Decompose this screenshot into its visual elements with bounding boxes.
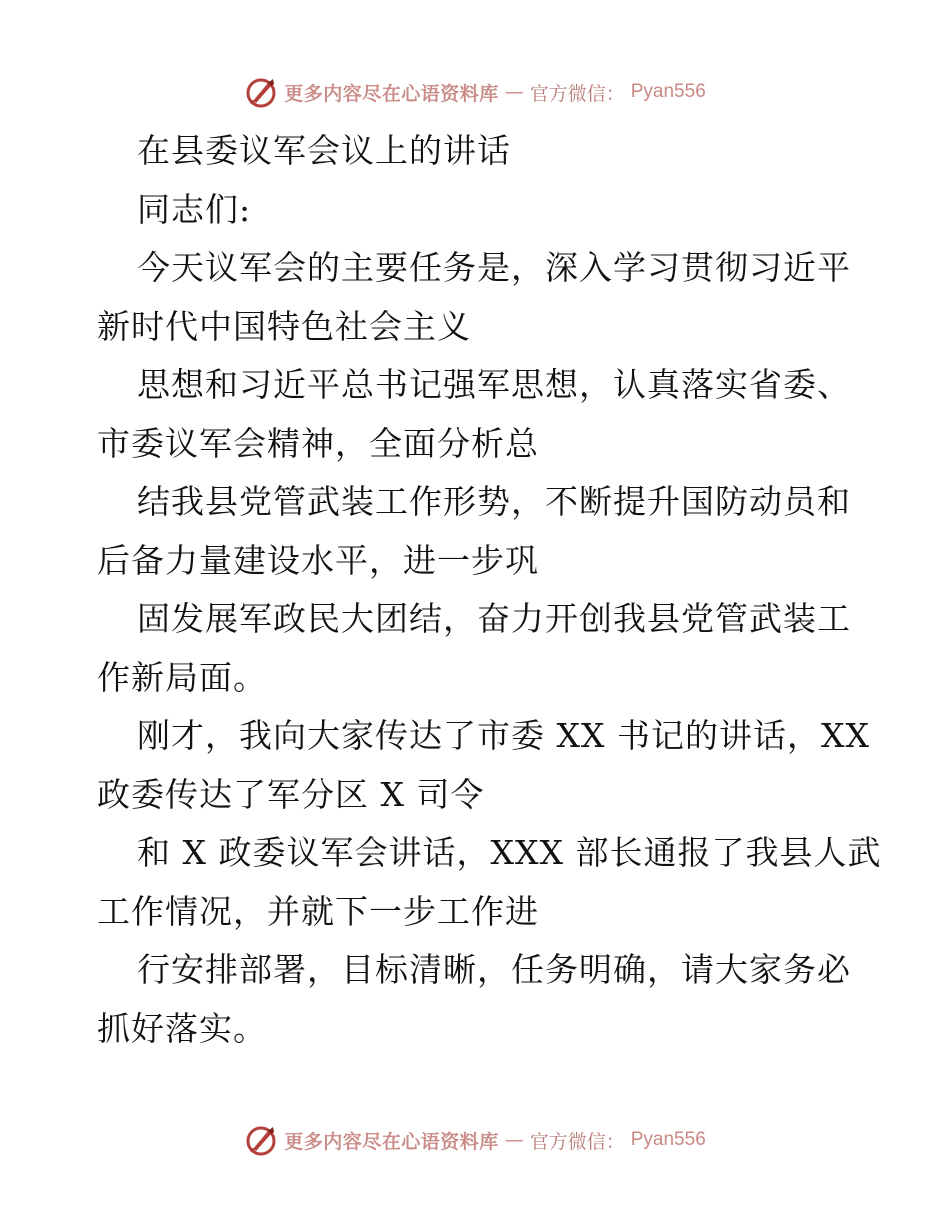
paragraph-line: 思想和习近平总书记强军思想，认真落实省委、 (137, 365, 851, 404)
document-title: 在县委议军会议上的讲话 (137, 131, 511, 170)
watermark-main-text: 更多内容尽在心语资料库 (284, 1130, 499, 1153)
paragraph-line: 工作情况，并就下一步工作进 (97, 891, 539, 931)
paragraph-line: 和 X 政委议军会讲话，XXX 部长通报了我县人武 (137, 833, 882, 872)
paragraph-line: 抓好落实。 (97, 1008, 267, 1048)
watermark-account-id: Pyan556 (630, 81, 706, 102)
document-body (97, 122, 882, 1058)
watermark-main-text: 更多内容尽在心语资料库 (284, 82, 499, 105)
paragraph-line: 作新局面。 (97, 657, 267, 697)
watermark-header (0, 72, 950, 112)
watermark-separator: — (504, 1129, 524, 1151)
paragraph-line: 政委传达了军分区 X 司令 (97, 774, 485, 814)
paragraph-line: 行安排部署，目标清晰，任务明确，请大家务必 (137, 950, 851, 989)
paragraph-line: 结我县党管武装工作形势，不断提升国防动员和 (137, 482, 851, 521)
watermark-official-label: 官方微信： (529, 1130, 625, 1153)
watermark-official-label: 官方微信： (529, 82, 625, 105)
quill-pen-seal-icon (244, 75, 278, 109)
paragraph-line: 刚才，我向大家传达了市委 XX 书记的讲话，XX (137, 716, 870, 755)
paragraph-line: 今天议军会的主要任务是，深入学习贯彻习近平 (137, 248, 851, 287)
paragraph-line: 后备力量建设水平，进一步巩 (97, 540, 539, 580)
paragraph-line: 新时代中国特色社会主义 (97, 306, 471, 346)
watermark-account-id: Pyan556 (630, 1129, 706, 1150)
watermark-separator: — (504, 81, 524, 103)
document-salutation: 同志们: (137, 189, 252, 229)
quill-pen-seal-icon (244, 1123, 278, 1157)
watermark-footer (0, 1120, 950, 1160)
paragraph-line: 固发展军政民大团结，奋力开创我县党管武装工 (137, 599, 851, 638)
paragraph-line: 市委议军会精神，全面分析总 (97, 423, 539, 463)
